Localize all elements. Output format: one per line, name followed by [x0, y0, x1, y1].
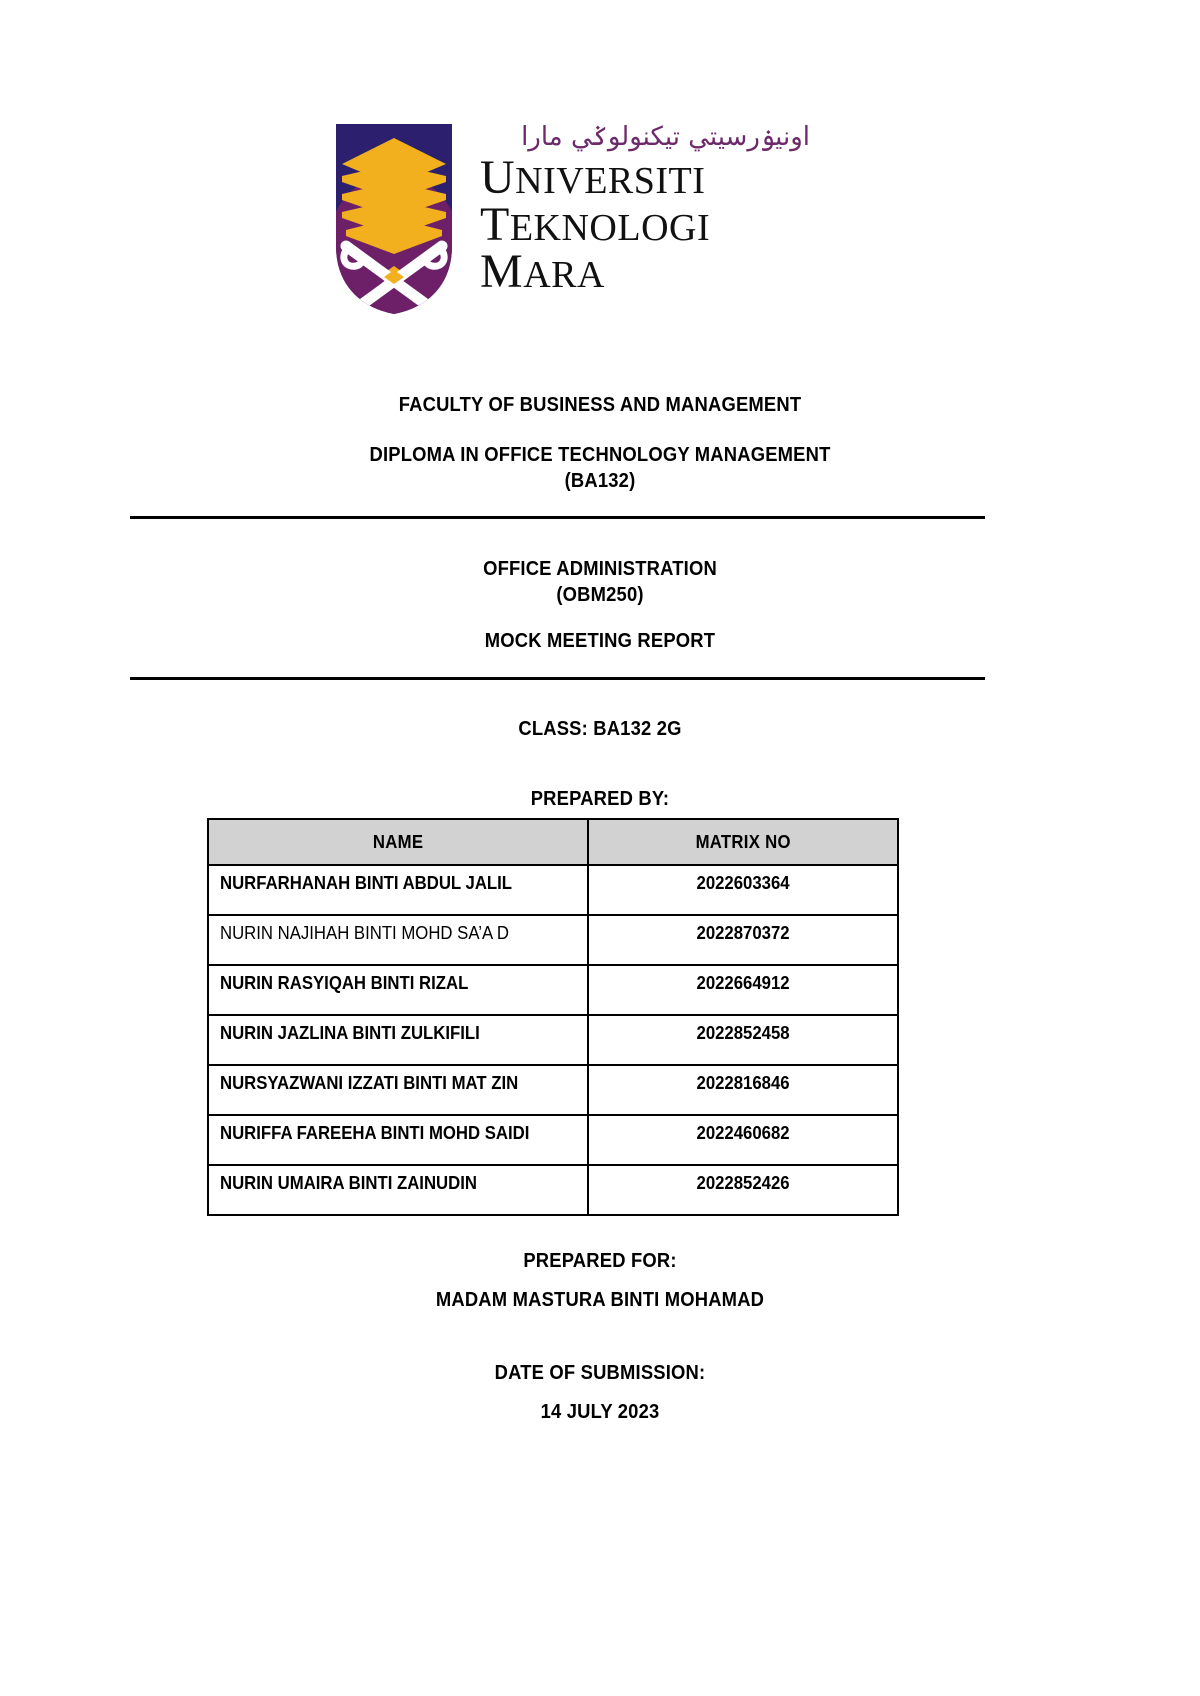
member-name-cell: NURIN JAZLINA BINTI ZULKIFILI — [208, 1015, 588, 1065]
table-row — [208, 865, 898, 915]
date-value: 14 JULY 2023 — [540, 1401, 660, 1423]
lecturer-name: MADAM MASTURA BINTI MOHAMAD — [435, 1289, 765, 1311]
table-row — [208, 915, 898, 965]
programme-code: (BA132) — [564, 470, 636, 492]
university-name — [480, 151, 810, 299]
member-matrix-cell: 2022816846 — [588, 1065, 898, 1115]
prepared-by-label: PREPARED BY: — [530, 788, 670, 810]
table-header-row — [208, 819, 898, 865]
member-name-cell: NURFARHANAH BINTI ABDUL JALIL — [208, 865, 588, 915]
members-table — [207, 818, 899, 1216]
name-line1-cap: U — [480, 151, 516, 204]
member-matrix-cell: 2022852426 — [588, 1165, 898, 1215]
column-header-matrix: MATRIX NO — [588, 819, 898, 865]
member-matrix-cell: 2022870372 — [588, 915, 898, 965]
date-label: DATE OF SUBMISSION: — [494, 1362, 706, 1384]
subject-line: OFFICE ADMINISTRATION — [483, 558, 717, 580]
member-matrix-cell: 2022664912 — [588, 965, 898, 1015]
table-row — [208, 1165, 898, 1215]
name-line3-cap: M — [480, 245, 524, 299]
divider-bottom — [130, 677, 985, 680]
member-matrix-cell: 2022852458 — [588, 1015, 898, 1065]
members-table-body — [208, 865, 898, 1215]
uitm-crest-icon — [330, 120, 458, 316]
divider-top — [130, 516, 985, 519]
column-header-name: NAME — [208, 819, 588, 865]
member-name-cell: NURIFFA FAREEHA BINTI MOHD SAIDI — [208, 1115, 588, 1165]
prepared-by-table-wrapper — [207, 818, 897, 1216]
member-matrix-cell: 2022603364 — [588, 865, 898, 915]
jawi-script: اونيۏرسيتي تيكنولوݢي مارا — [521, 122, 810, 152]
member-name-cell: NURIN NAJIHAH BINTI MOHD SA’A D — [208, 915, 588, 965]
member-name-cell: NURSYAZWANI IZZATI BINTI MAT ZIN — [208, 1065, 588, 1115]
member-matrix-cell: 2022460682 — [588, 1115, 898, 1165]
report-title: MOCK MEETING REPORT — [484, 630, 716, 652]
table-row — [208, 1015, 898, 1065]
member-name-cell: NURIN UMAIRA BINTI ZAINUDIN — [208, 1165, 588, 1215]
table-row — [208, 965, 898, 1015]
faculty-line: FACULTY OF BUSINESS AND MANAGEMENT — [398, 394, 802, 416]
subject-code: (OBM250) — [556, 584, 644, 606]
name-line2-cap: T — [480, 198, 510, 252]
uitm-logo — [330, 120, 810, 320]
name-line3-rest: ARA — [523, 254, 605, 297]
uitm-wordmark — [480, 120, 810, 299]
member-name-cell: NURIN RASYIQAH BINTI RIZAL — [208, 965, 588, 1015]
table-row — [208, 1065, 898, 1115]
class-line: CLASS: BA132 2G — [518, 718, 682, 740]
prepared-for-label: PREPARED FOR: — [523, 1250, 677, 1272]
name-line1-rest: NIVERSITI — [515, 160, 706, 202]
programme-line: DIPLOMA IN OFFICE TECHNOLOGY MANAGEMENT — [369, 444, 831, 466]
table-row — [208, 1115, 898, 1165]
name-line2-rest: EKNOLOGI — [509, 207, 711, 250]
